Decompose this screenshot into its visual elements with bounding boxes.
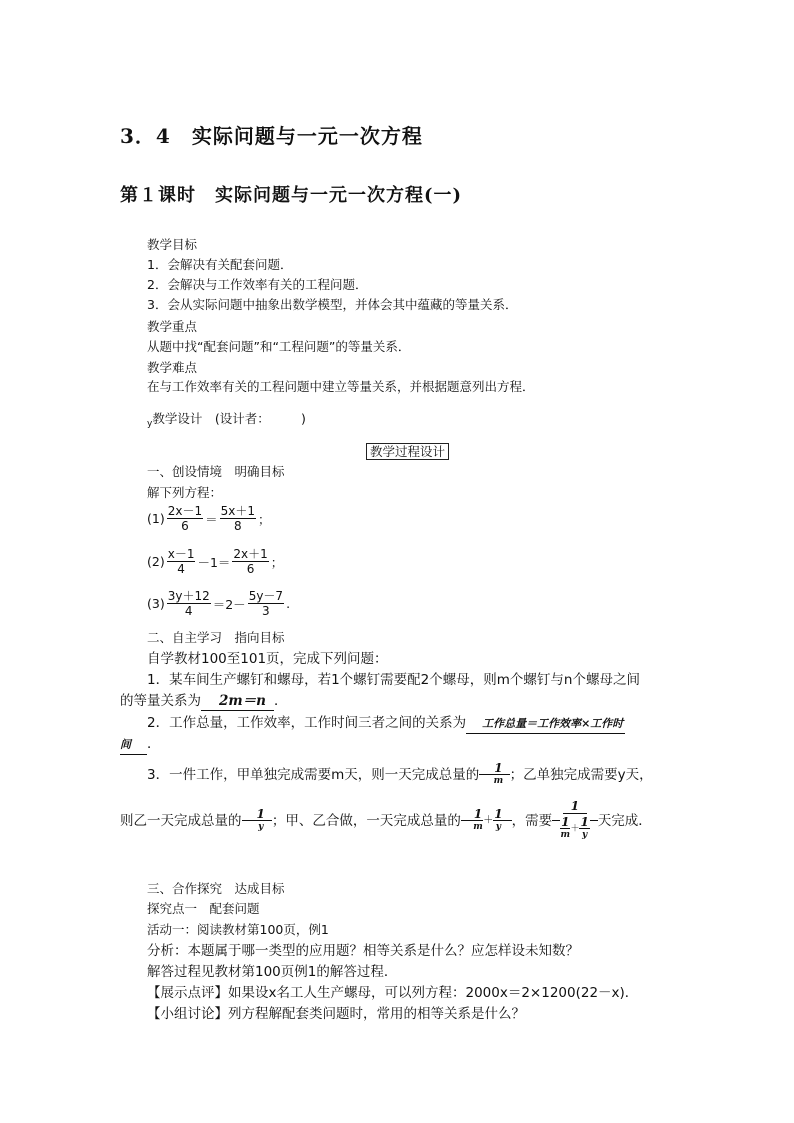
key-points-heading: 教学重点 xyxy=(147,319,198,334)
q2-answer-a: 工作总量＝工作效率×工作时 xyxy=(466,715,625,734)
q3-answer-b: $\frac{1}{y}$ xyxy=(256,807,265,832)
solution: 解答过程见教材第100页例1的解答过程． xyxy=(147,964,398,980)
key-points-text: 从题中找“配套问题”和“工程问题”的等量关系． xyxy=(147,339,411,354)
process-box: 教学过程设计 xyxy=(366,443,449,460)
q2-answer-b: 间 xyxy=(120,736,147,755)
q2-line1: 2．工作总量，工作效率，工作时间三者之间的关系为 工作总量＝工作效率×工作时 xyxy=(147,714,625,734)
eq1-label: (1) xyxy=(147,511,165,526)
point1-heading: 探究点一 配套问题 xyxy=(147,901,260,916)
q3-answer-a: $\frac{1}{m}$ xyxy=(493,761,504,786)
design-label xyxy=(147,411,306,432)
design-prefix: y xyxy=(147,419,153,429)
q3-answer-d: 1 $\frac{1}{m}$ ＋ $\frac{1}{y}$ xyxy=(560,799,589,840)
q3-answer-c-a: $\frac{1}{m}$ xyxy=(473,807,483,832)
goal-item-1: 1．会解决有关配套问题． xyxy=(147,257,293,272)
part1-intro: 解下列方程： xyxy=(147,485,223,500)
comment: 【展示点评】如果设x名工人生产螺母，可以列方程：2000x＝2×1200(22－x)． xyxy=(147,985,639,1001)
q3-line2: 则乙一天完成总量的 $\frac{1}{y}$ ；甲、乙合做，一天完成总量的 $\frac{1}{m}$ ＋ $\frac{1}{y}$ ，需要 1 $\frac{1}{m}$ ＋ $\frac{1}{y}$ 天完成． xyxy=(120,799,652,840)
eq3-label: (3) xyxy=(147,596,165,611)
discussion: 【小组讨论】列方程解配套类问题时，常用的相等关系是什么？ xyxy=(147,1006,525,1022)
lesson-title: 第１课时 实际问题与一元一次方程(一) xyxy=(120,185,463,206)
goals-heading: 教学目标 xyxy=(147,237,198,252)
eq1-left-fraction: $\frac{2x-1}{6}$ xyxy=(167,504,203,533)
q1-answer: 2m＝n xyxy=(201,692,274,711)
part1-heading: 一、创设情境 明确目标 xyxy=(147,464,285,479)
eq1-right-fraction: $\frac{5x+1}{8}$ xyxy=(220,504,255,533)
part2-intro: 自学教材100至101页，完成下列问题： xyxy=(147,651,388,667)
q3-line1: 3．一件工作，甲单独完成需要m天，则一天完成总量的 $\frac{1}{m}$ ；乙单独完成需要y天， xyxy=(147,761,653,786)
goal-item-2: 2．会解决与工作效率有关的工程问题． xyxy=(147,277,368,292)
eq2-left-fraction: $\frac{x-1}{4}$ xyxy=(167,547,195,576)
equation-3: (3) $\frac{3y+12}{4}$ ＝2－ $\frac{5y-7}{3}$ . xyxy=(147,589,291,618)
design-text: 教学设计 (设计者： ) xyxy=(152,411,306,426)
activity1: 活动一：阅读教材第100页，例1 xyxy=(147,922,329,937)
equation-2: (2) $\frac{x-1}{4}$ －1＝ $\frac{2x+1}{6}$ ； xyxy=(147,547,284,576)
eq2-right-fraction: $\frac{2x+1}{6}$ xyxy=(233,547,268,576)
part2-heading: 二、自主学习 指向目标 xyxy=(147,630,285,645)
equation-1: (1) $\frac{2x-1}{6}$ ＝ $\frac{5x+1}{8}$ ； xyxy=(147,504,271,533)
eq3-left-fraction: $\frac{3y+12}{4}$ xyxy=(167,589,210,618)
eq3-right-fraction: $\frac{5y-7}{3}$ xyxy=(248,589,284,618)
difficulties-heading: 教学难点 xyxy=(147,360,198,375)
section-title: 3．4 实际问题与一元一次方程 xyxy=(120,124,423,148)
eq2-label: (2) xyxy=(147,554,165,569)
part3-heading: 三、合作探究 达成目标 xyxy=(147,881,285,896)
q2-line2: 间 ． xyxy=(120,735,161,755)
q1-line1: 1．某车间生产螺钉和螺母，若1个螺钉需要配2个螺母，则m个螺钉与n个螺母之间 xyxy=(147,672,640,688)
q1-line2: 的等量关系为 2m＝n ． xyxy=(120,693,288,709)
goal-item-3: 3．会从实际问题中抽象出数学模型，并体会其中蕴藏的等量关系． xyxy=(147,297,518,312)
q3-answer-c-b: $\frac{1}{y}$ xyxy=(494,807,503,832)
analysis: 分析：本题属于哪一类型的应用题？相等关系是什么？应怎样设未知数？ xyxy=(147,943,579,959)
difficulties-text: 在与工作效率有关的工程问题中建立等量关系，并根据题意列出方程． xyxy=(147,379,535,394)
